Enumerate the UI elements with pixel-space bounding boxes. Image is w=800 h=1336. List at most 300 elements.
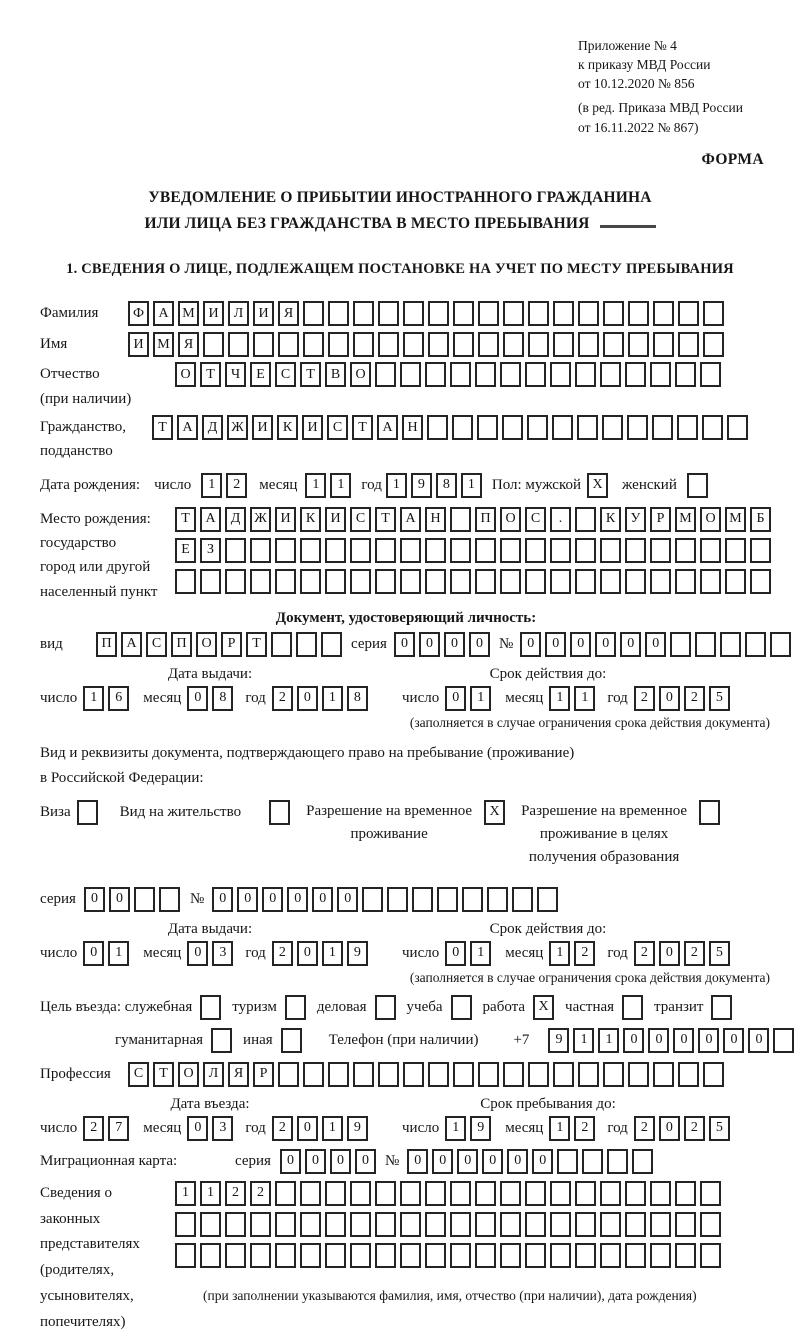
form-cell: 8 bbox=[436, 473, 457, 498]
form-cell: 2 bbox=[684, 686, 705, 711]
appendix-line: от 10.12.2020 № 856 bbox=[578, 76, 695, 92]
form-cell bbox=[475, 1212, 496, 1237]
form-cell bbox=[228, 332, 249, 357]
form-cell: 0 bbox=[407, 1149, 428, 1174]
doc-number-cells bbox=[520, 632, 791, 657]
form-cell bbox=[250, 569, 271, 594]
form-cell bbox=[296, 632, 317, 657]
form-cell bbox=[675, 538, 696, 563]
form-cell: О bbox=[500, 507, 521, 532]
form-cell bbox=[275, 538, 296, 563]
form-cell bbox=[303, 301, 324, 326]
number-label: № bbox=[189, 890, 205, 907]
form-cell bbox=[650, 1181, 671, 1206]
form-cell: 2 bbox=[226, 473, 247, 498]
representatives-block bbox=[40, 1181, 772, 1336]
form-cell bbox=[725, 538, 746, 563]
form-cell: 1 bbox=[445, 1116, 466, 1141]
form-cell bbox=[553, 332, 574, 357]
form-cell bbox=[250, 1243, 271, 1268]
form-cell bbox=[225, 1243, 246, 1268]
form-cell: Т bbox=[175, 507, 196, 532]
form-cell bbox=[550, 1181, 571, 1206]
form-cell bbox=[375, 1243, 396, 1268]
form-cell bbox=[700, 569, 721, 594]
form-cell: К bbox=[300, 507, 321, 532]
form-cell bbox=[200, 1212, 221, 1237]
form-cell: О bbox=[700, 507, 721, 532]
form-cell: 1 bbox=[175, 1181, 196, 1206]
form-cell bbox=[325, 1181, 346, 1206]
form-cell bbox=[703, 332, 724, 357]
form-cell: И bbox=[275, 507, 296, 532]
edition-line: (в ред. Приказа МВД России bbox=[578, 100, 743, 116]
form-cell bbox=[353, 301, 374, 326]
form-cell bbox=[675, 362, 696, 387]
form-cell: 3 bbox=[212, 1116, 233, 1141]
form-cell bbox=[700, 362, 721, 387]
form-cell bbox=[200, 995, 221, 1020]
surname-label: Фамилия bbox=[40, 305, 99, 322]
form-cell bbox=[525, 1243, 546, 1268]
form-cell bbox=[403, 332, 424, 357]
form-cell bbox=[770, 632, 791, 657]
form-cell bbox=[450, 362, 471, 387]
form-cell bbox=[512, 887, 533, 912]
form-cell: 0 bbox=[280, 1149, 301, 1174]
purpose-other-label: иная bbox=[243, 1031, 273, 1048]
form-cell: 0 bbox=[337, 887, 358, 912]
form-cell bbox=[281, 1028, 302, 1053]
form-cell bbox=[375, 1181, 396, 1206]
form-cell bbox=[400, 1212, 421, 1237]
representatives-label: Сведения о законных представителях (родителях, усыновителях, попечителях) bbox=[40, 1184, 140, 1330]
entry-day bbox=[83, 1116, 129, 1141]
purpose-work-checkbox bbox=[533, 995, 554, 1020]
form-cell bbox=[478, 332, 499, 357]
form-cell: 1 bbox=[574, 686, 595, 711]
form-cell bbox=[285, 995, 306, 1020]
surname-row bbox=[40, 300, 772, 327]
form-cell: С bbox=[128, 1062, 149, 1087]
form-cell: М bbox=[178, 301, 199, 326]
visa-label: Виза bbox=[40, 803, 71, 820]
form-cell: 2 bbox=[250, 1181, 271, 1206]
form-cell bbox=[403, 1062, 424, 1087]
form-cell bbox=[325, 1243, 346, 1268]
form-cell: В bbox=[325, 362, 346, 387]
form-cell bbox=[378, 301, 399, 326]
form-cell bbox=[650, 569, 671, 594]
form-cell: И bbox=[128, 332, 149, 357]
form-cell: 0 bbox=[432, 1149, 453, 1174]
form-cell bbox=[500, 362, 521, 387]
form-cell bbox=[278, 1062, 299, 1087]
day-label: число bbox=[402, 689, 440, 706]
form-cell bbox=[625, 1181, 646, 1206]
form-cell bbox=[675, 569, 696, 594]
form-cell: Е bbox=[175, 538, 196, 563]
form-cell: 0 bbox=[457, 1149, 478, 1174]
doc-valid-month bbox=[549, 686, 595, 711]
form-page bbox=[0, 36, 800, 1336]
form-cell: 0 bbox=[109, 887, 130, 912]
form-cell: 1 bbox=[549, 941, 570, 966]
birthplace-row-2 bbox=[175, 538, 771, 563]
form-cell: 0 bbox=[237, 887, 258, 912]
form-cell: 0 bbox=[262, 887, 283, 912]
form-cell: А bbox=[200, 507, 221, 532]
form-cell bbox=[175, 1212, 196, 1237]
form-cell: Т bbox=[153, 1062, 174, 1087]
form-cell: 0 bbox=[305, 1149, 326, 1174]
form-cell bbox=[653, 332, 674, 357]
form-cell bbox=[375, 569, 396, 594]
form-cell bbox=[350, 1181, 371, 1206]
form-cell bbox=[487, 887, 508, 912]
form-cell bbox=[675, 1212, 696, 1237]
form-cell: 0 bbox=[469, 632, 490, 657]
form-cell bbox=[275, 569, 296, 594]
form-cell: 1 bbox=[386, 473, 407, 498]
form-cell bbox=[678, 332, 699, 357]
form-cell bbox=[400, 1181, 421, 1206]
form-cell bbox=[350, 1212, 371, 1237]
form-cell: 0 bbox=[297, 1116, 318, 1141]
entry-month bbox=[187, 1116, 233, 1141]
form-cell: 0 bbox=[648, 1028, 669, 1053]
form-cell bbox=[300, 1212, 321, 1237]
permit-intro bbox=[40, 741, 772, 792]
form-cell bbox=[475, 362, 496, 387]
form-cell: 2 bbox=[684, 941, 705, 966]
form-cell: М bbox=[725, 507, 746, 532]
form-cell bbox=[502, 415, 523, 440]
birthdate-row bbox=[40, 472, 772, 499]
form-cell bbox=[450, 569, 471, 594]
forma-label: ФОРМА bbox=[701, 150, 764, 168]
citizenship-cells bbox=[152, 415, 748, 440]
form-cell bbox=[677, 415, 698, 440]
residence-permit-checkbox bbox=[269, 800, 290, 825]
migration-card-row bbox=[40, 1148, 772, 1175]
form-cell bbox=[453, 301, 474, 326]
form-cell: 2 bbox=[574, 941, 595, 966]
year-label: год bbox=[607, 944, 628, 961]
permit-issue-month bbox=[187, 941, 233, 966]
form-cell bbox=[650, 1212, 671, 1237]
form-cell bbox=[503, 332, 524, 357]
form-cell: 0 bbox=[419, 632, 440, 657]
form-cell bbox=[425, 362, 446, 387]
issue-date-header: Дата выдачи: bbox=[167, 920, 253, 937]
form-cell: 0 bbox=[545, 632, 566, 657]
year-label: год bbox=[607, 1119, 628, 1136]
phone-label: Телефон (при наличии) bbox=[328, 1031, 479, 1048]
form-cell bbox=[528, 332, 549, 357]
form-cell bbox=[250, 1212, 271, 1237]
validity-note: (заполняется в случае ограничения срока действия документа) bbox=[409, 714, 770, 730]
form-cell bbox=[425, 569, 446, 594]
form-cell bbox=[575, 1212, 596, 1237]
form-cell bbox=[550, 1243, 571, 1268]
title-line-1: УВЕДОМЛЕНИЕ О ПРИБЫТИИ ИНОСТРАННОГО ГРАЖДАНИНА bbox=[148, 188, 652, 206]
form-cell bbox=[425, 1212, 446, 1237]
form-cell bbox=[678, 301, 699, 326]
form-cell bbox=[225, 538, 246, 563]
form-cell: П bbox=[475, 507, 496, 532]
form-cell: Д bbox=[202, 415, 223, 440]
form-cell bbox=[378, 1062, 399, 1087]
form-cell: 1 bbox=[330, 473, 351, 498]
form-cell bbox=[300, 569, 321, 594]
form-cell: 9 bbox=[347, 941, 368, 966]
form-cell bbox=[625, 1212, 646, 1237]
form-cell bbox=[552, 415, 573, 440]
purpose-humanitarian-label: гуманитарная bbox=[115, 1031, 204, 1048]
form-cell bbox=[527, 415, 548, 440]
form-cell: 2 bbox=[634, 941, 655, 966]
form-cell bbox=[353, 332, 374, 357]
birthplace-label: Место рождения: государство город или другой населенный пункт bbox=[40, 510, 158, 600]
form-cell bbox=[300, 538, 321, 563]
representatives-row-1 bbox=[175, 1181, 721, 1206]
form-cell: 0 bbox=[659, 941, 680, 966]
form-cell bbox=[428, 332, 449, 357]
stay-day bbox=[445, 1116, 491, 1141]
form-cell: М bbox=[675, 507, 696, 532]
series-label: серия bbox=[351, 635, 387, 652]
form-cell: 0 bbox=[187, 1116, 208, 1141]
form-cell bbox=[275, 1212, 296, 1237]
appendix-line: к приказу МВД России bbox=[578, 57, 711, 73]
form-cell: 0 bbox=[330, 1149, 351, 1174]
doc-series-cells bbox=[394, 632, 490, 657]
form-cell: 0 bbox=[287, 887, 308, 912]
form-cell: С bbox=[275, 362, 296, 387]
form-cell bbox=[537, 887, 558, 912]
form-cell: О bbox=[175, 362, 196, 387]
form-cell bbox=[625, 362, 646, 387]
form-cell bbox=[269, 800, 290, 825]
form-cell: П bbox=[96, 632, 117, 657]
form-cell: А bbox=[377, 415, 398, 440]
form-cell: 1 bbox=[83, 686, 104, 711]
form-cell bbox=[577, 415, 598, 440]
form-cell bbox=[500, 1243, 521, 1268]
purpose-row-1 bbox=[40, 994, 772, 1021]
form-cell: А bbox=[400, 507, 421, 532]
temp-residence-checkbox bbox=[484, 800, 505, 825]
form-cell: Т bbox=[152, 415, 173, 440]
purpose-business-checkbox bbox=[375, 995, 396, 1020]
form-cell: 7 bbox=[108, 1116, 129, 1141]
purpose-humanitarian-checkbox bbox=[211, 1028, 232, 1053]
form-cell bbox=[687, 473, 708, 498]
stay-until-header: Срок пребывания до: bbox=[480, 1095, 616, 1112]
form-cell bbox=[628, 332, 649, 357]
form-cell bbox=[675, 1181, 696, 1206]
purpose-official-checkbox bbox=[200, 995, 221, 1020]
month-label: месяц bbox=[143, 944, 182, 961]
form-cell bbox=[450, 507, 471, 532]
form-cell: . bbox=[550, 507, 571, 532]
form-cell bbox=[575, 569, 596, 594]
form-cell bbox=[528, 301, 549, 326]
permit-issue-year bbox=[272, 941, 368, 966]
form-cell bbox=[528, 1062, 549, 1087]
day-label: число bbox=[40, 689, 78, 706]
month-label: месяц bbox=[259, 476, 298, 493]
form-cell: Р bbox=[221, 632, 242, 657]
profession-row bbox=[40, 1061, 772, 1088]
permit-intro-line-1: Вид и реквизиты документа, подтверждающего право на пребывание (проживание) bbox=[40, 744, 575, 761]
form-cell bbox=[478, 301, 499, 326]
form-cell: Т bbox=[246, 632, 267, 657]
form-cell bbox=[628, 1062, 649, 1087]
form-cell bbox=[607, 1149, 628, 1174]
migration-series-cells bbox=[280, 1149, 376, 1174]
form-cell bbox=[700, 1181, 721, 1206]
form-cell bbox=[325, 569, 346, 594]
form-cell bbox=[703, 1062, 724, 1087]
edition-line: от 16.11.2022 № 867) bbox=[578, 119, 699, 135]
doc-issue-day bbox=[83, 686, 129, 711]
birth-month-cells bbox=[305, 473, 351, 498]
form-cell: Т bbox=[375, 507, 396, 532]
doc-type-cells bbox=[96, 632, 342, 657]
form-cell bbox=[503, 301, 524, 326]
form-cell: 0 bbox=[748, 1028, 769, 1053]
migration-card-label: Миграционная карта: bbox=[40, 1152, 178, 1169]
year-label: год bbox=[607, 689, 628, 706]
form-cell bbox=[175, 1243, 196, 1268]
series-label: серия bbox=[235, 1152, 271, 1169]
form-cell: Я bbox=[278, 301, 299, 326]
representatives-row-2 bbox=[175, 1212, 721, 1237]
form-cell bbox=[350, 1243, 371, 1268]
form-cell: 0 bbox=[520, 632, 541, 657]
form-cell: Т bbox=[300, 362, 321, 387]
form-cell: 0 bbox=[444, 632, 465, 657]
form-cell bbox=[403, 301, 424, 326]
form-cell: 2 bbox=[83, 1116, 104, 1141]
form-cell: 2 bbox=[272, 941, 293, 966]
purpose-business-label: деловая bbox=[316, 998, 367, 1015]
form-cell: И bbox=[302, 415, 323, 440]
form-cell bbox=[525, 1212, 546, 1237]
form-cell: Л bbox=[203, 1062, 224, 1087]
form-cell: 1 bbox=[108, 941, 129, 966]
form-cell bbox=[557, 1149, 578, 1174]
form-cell: С bbox=[525, 507, 546, 532]
form-cell bbox=[400, 362, 421, 387]
form-cell bbox=[77, 800, 98, 825]
form-cell bbox=[503, 1062, 524, 1087]
form-cell: О bbox=[350, 362, 371, 387]
month-label: месяц bbox=[505, 689, 544, 706]
form-cell bbox=[632, 1149, 653, 1174]
representatives-row-3 bbox=[175, 1243, 721, 1268]
form-cell: 9 bbox=[548, 1028, 569, 1053]
appendix-line: Приложение № 4 bbox=[578, 38, 677, 53]
form-cell bbox=[553, 1062, 574, 1087]
form-cell: 0 bbox=[482, 1149, 503, 1174]
form-cell: И bbox=[203, 301, 224, 326]
day-label: число bbox=[40, 1119, 78, 1136]
valid-until-header: Срок действия до: bbox=[489, 665, 607, 682]
form-cell: А bbox=[121, 632, 142, 657]
form-cell: 0 bbox=[723, 1028, 744, 1053]
permit-valid-year bbox=[634, 941, 730, 966]
form-cell: К bbox=[277, 415, 298, 440]
form-cell: П bbox=[171, 632, 192, 657]
form-cell: 0 bbox=[355, 1149, 376, 1174]
form-cell: 0 bbox=[445, 941, 466, 966]
form-cell bbox=[700, 1243, 721, 1268]
form-cell: 5 bbox=[709, 686, 730, 711]
form-cell: Д bbox=[225, 507, 246, 532]
form-cell bbox=[450, 1243, 471, 1268]
form-cell bbox=[525, 1181, 546, 1206]
form-cell bbox=[427, 415, 448, 440]
patronymic-label: Отчество (при наличии) bbox=[40, 366, 132, 407]
form-cell bbox=[628, 301, 649, 326]
form-cell bbox=[750, 569, 771, 594]
form-cell: Б bbox=[750, 507, 771, 532]
form-cell: 5 bbox=[709, 941, 730, 966]
form-cell: З bbox=[200, 538, 221, 563]
form-cell: К bbox=[600, 507, 621, 532]
stay-year bbox=[634, 1116, 730, 1141]
form-cell bbox=[525, 538, 546, 563]
sex-label: Пол: мужской bbox=[491, 476, 582, 493]
form-cell: 1 bbox=[200, 1181, 221, 1206]
birthplace-block bbox=[40, 507, 772, 604]
form-cell bbox=[321, 632, 342, 657]
form-cell: 0 bbox=[595, 632, 616, 657]
form-cell: 5 bbox=[709, 1116, 730, 1141]
day-label: число bbox=[402, 1119, 440, 1136]
purpose-official-label: Цель въезда: служебная bbox=[40, 998, 193, 1015]
form-cell bbox=[475, 569, 496, 594]
year-label: год bbox=[245, 1119, 266, 1136]
form-cell bbox=[159, 887, 180, 912]
form-cell: 0 bbox=[83, 941, 104, 966]
form-cell bbox=[400, 569, 421, 594]
form-cell bbox=[328, 332, 349, 357]
form-cell: И bbox=[325, 507, 346, 532]
firstname-row bbox=[40, 331, 772, 358]
form-cell: 1 bbox=[305, 473, 326, 498]
form-cell bbox=[600, 362, 621, 387]
form-cell bbox=[525, 569, 546, 594]
phone-cells bbox=[548, 1028, 794, 1053]
form-cell: 0 bbox=[645, 632, 666, 657]
form-cell bbox=[475, 1181, 496, 1206]
form-title bbox=[0, 185, 800, 238]
permit-valid-month bbox=[549, 941, 595, 966]
form-cell bbox=[500, 569, 521, 594]
form-cell: 1 bbox=[549, 686, 570, 711]
form-cell: 2 bbox=[225, 1181, 246, 1206]
year-label: год bbox=[245, 944, 266, 961]
form-cell bbox=[428, 1062, 449, 1087]
form-cell bbox=[745, 632, 766, 657]
form-cell: 0 bbox=[312, 887, 333, 912]
form-cell bbox=[453, 332, 474, 357]
month-label: месяц bbox=[143, 689, 182, 706]
